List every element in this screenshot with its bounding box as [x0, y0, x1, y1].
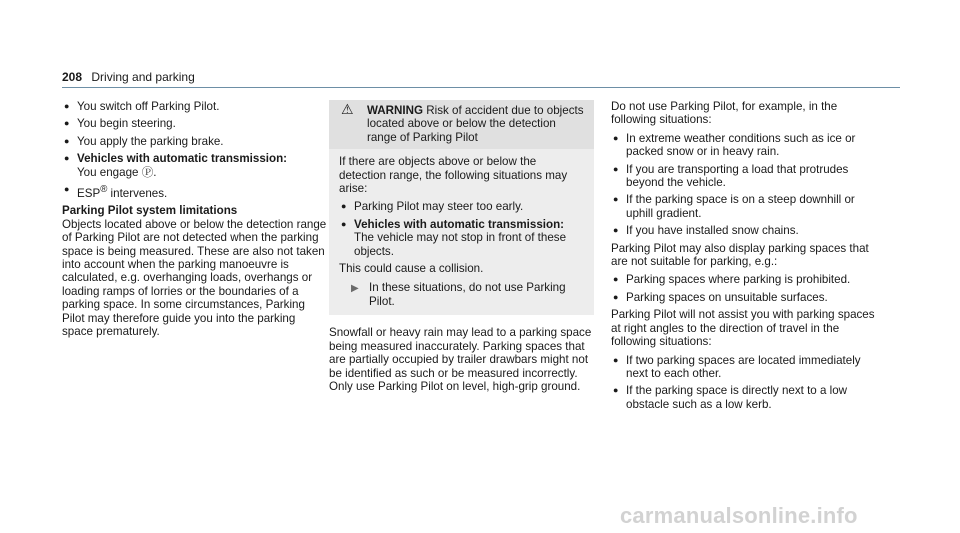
body-paragraph: Parking Pilot may also display parking spaces that are not suitable for parking, e.g.: — [611, 241, 869, 269]
list-item: ● Parking spaces where parking is prohibited. — [613, 273, 851, 287]
list-item: ● ESP® intervenes. — [64, 184, 168, 200]
bullet-icon: ● — [64, 153, 70, 164]
warning-box — [329, 100, 594, 315]
arrow-right-icon: ▶ — [351, 283, 359, 295]
warning-header — [329, 100, 594, 149]
bullet-icon: ● — [341, 218, 347, 229]
action-item: ▶ In these situations, do not use Parking Pilot. — [351, 281, 566, 308]
list-item: ● Parking Pilot may steer too early. — [341, 200, 524, 214]
warning-triangle-icon: ⚠ — [341, 101, 354, 117]
bullet-icon: ● — [613, 132, 619, 143]
section-heading: Parking Pilot system limitations — [62, 204, 238, 218]
list-item: ● You switch off Parking Pilot. — [64, 100, 220, 113]
body-paragraph: Parking Pilot will not assist you with parking spaces at right angles to the direction of travel in the following situations: — [611, 308, 875, 349]
bullet-icon: ● — [64, 184, 70, 195]
list-item: ● You begin steering. — [64, 117, 176, 131]
bullet-icon: ● — [341, 201, 347, 212]
watermark: carmanualsonline.info — [620, 503, 858, 528]
body-paragraph: Do not use Parking Pilot, for example, in the following situations: — [611, 100, 838, 127]
list-item: ● If the parking space is on a steep downhill or uphill gradient. — [613, 193, 855, 220]
list-item: ● If you are transporting a load that protrudes beyond the vehicle. — [613, 162, 849, 190]
bullet-icon: ● — [64, 118, 70, 129]
column-1 — [62, 100, 327, 343]
warning-label: WARNING — [367, 104, 424, 117]
warning-body: If there are objects above or below the detection range, the following situations may arise: ● Parking Pilot may steer too early. ● Vehicles with automatic transmission: The vehicle may not stop in front of these objects. This could cause a collision. ▶ In these situations, do not use Parking Pilot. — [329, 149, 594, 315]
bullet-icon: ● — [613, 385, 619, 396]
list-item: ● If you have installed snow chains. — [613, 224, 799, 238]
bullet-icon: ● — [64, 135, 70, 146]
column-3 — [611, 100, 881, 415]
list-item: ● Parking spaces on unsuitable surfaces. — [613, 290, 828, 304]
page-number: 208 — [62, 70, 83, 84]
bullet-icon: ● — [613, 354, 619, 365]
bullet-icon: ● — [613, 194, 619, 205]
header-rule — [62, 87, 900, 88]
bullet-icon: ● — [613, 225, 619, 236]
bullet-icon: ● — [613, 163, 619, 174]
warning-title: Risk of accident due to objects located above or below the detection range of Parking Pilot — [367, 104, 584, 144]
list-item: ● If two parking spaces are located immediately next to each other. — [613, 353, 861, 380]
bullet-icon: ● — [64, 101, 70, 111]
list-item: ● If the parking space is directly next to a low obstacle such as a low kerb. — [613, 384, 848, 411]
column-2 — [329, 100, 594, 398]
list-item: ● Vehicles with automatic transmission: You engage Ⓟ. — [64, 152, 288, 179]
section-title: Driving and parking — [91, 70, 195, 84]
body-paragraph: Objects located above or below the detection range of Parking Pilot are not detected when the parking space is being measured. These are also not taken into account when the parking manoeuvre is calculated, e.g. overhanging loads, overhangs or loading ramps of lorries or the boundaries of a parking space. In some circumstances, Parking Pilot may therefore guide you into the parking space prematurely. — [62, 217, 327, 338]
body-paragraph: Snowfall or heavy rain may lead to a parking space being measured inaccurately. Parking spaces that are partially occupied by trailer drawbars might not be identified as such or be measured incorrectly. Only use Parking Pilot on level, high-grip ground. — [329, 326, 592, 393]
page-header — [62, 70, 195, 84]
list-item: ● You apply the parking brake. — [64, 134, 224, 148]
list-item: ● Vehicles with automatic transmission: The vehicle may not stop in front of these objects. — [341, 217, 567, 258]
list-item: ● In extreme weather conditions such as ice or packed snow or in heavy rain. — [613, 131, 856, 159]
bullet-icon: ● — [613, 291, 619, 302]
bullet-icon: ● — [613, 274, 619, 285]
